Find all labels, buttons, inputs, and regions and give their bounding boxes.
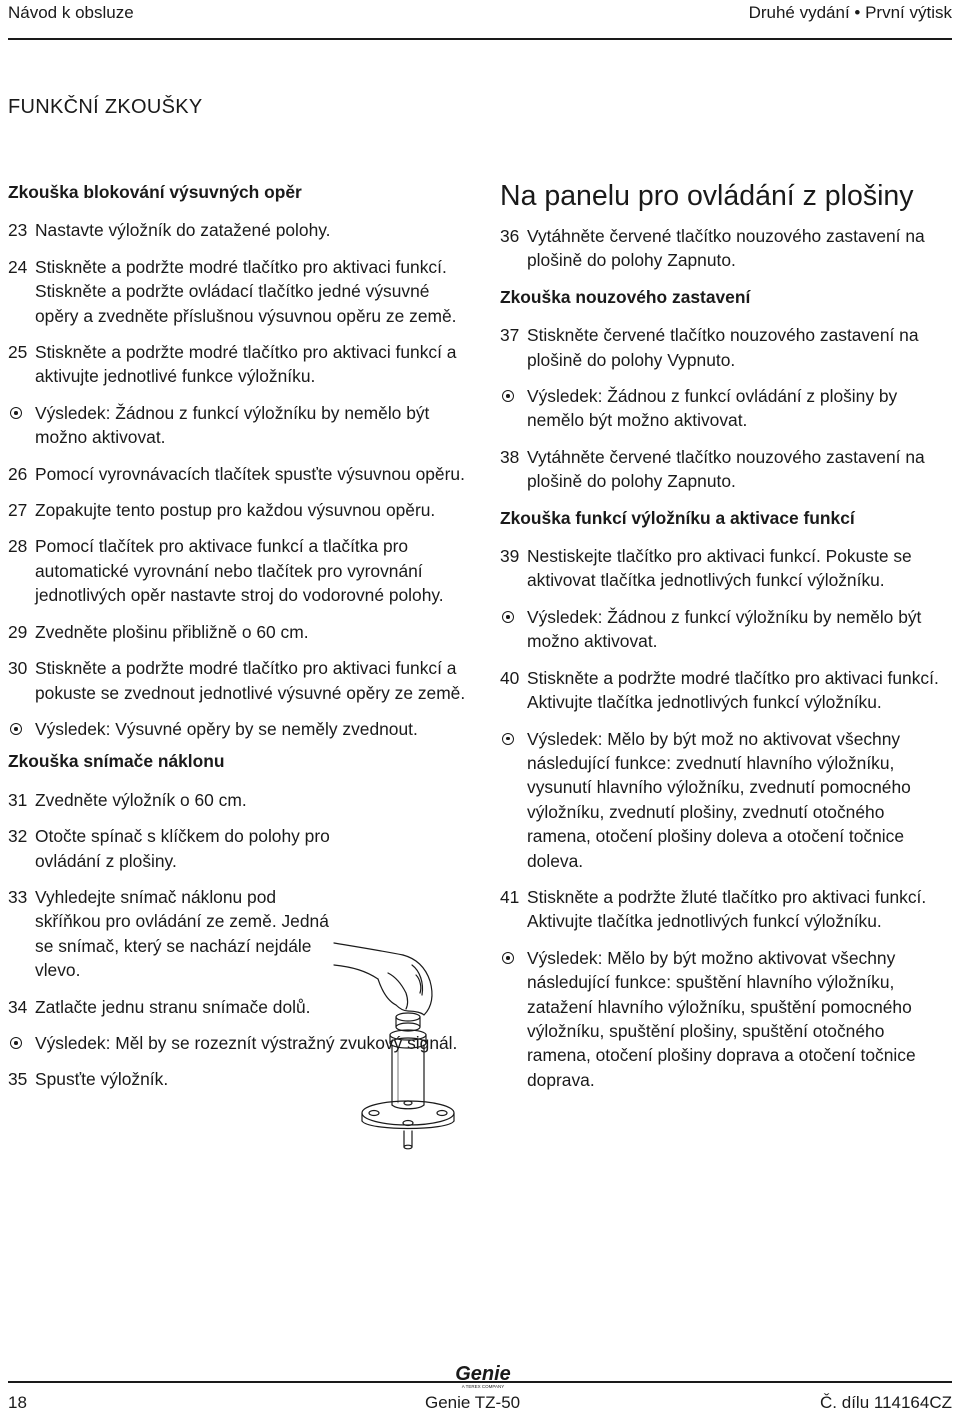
step-text: Vyhledejte snímač náklonu pod skříňkou pro ovládání ze země. Jedná se snímač, který se nachází nejdále vlevo. bbox=[35, 886, 329, 981]
result-icon bbox=[502, 733, 514, 745]
step-32 bbox=[8, 824, 335, 873]
result-text: Výsledek: Žádnou z funkcí výložníku by nemělo být možno aktivovat. bbox=[527, 606, 922, 652]
result-41 bbox=[500, 946, 952, 1092]
result-37 bbox=[500, 384, 952, 433]
header-edition: Druhé vydání • První výtisk bbox=[748, 3, 952, 22]
step-text: Spusťte výložník. bbox=[35, 1069, 169, 1090]
header-manual-title: Návod k obsluze bbox=[8, 3, 134, 22]
step-36 bbox=[500, 224, 952, 273]
heading-emergency-stop-test: Zkouška nouzového zastavení bbox=[500, 286, 751, 307]
footer-model: Genie TZ-50 bbox=[425, 1393, 521, 1412]
step-30 bbox=[8, 656, 468, 705]
step-31 bbox=[8, 788, 335, 812]
step-40 bbox=[500, 666, 952, 715]
step-26 bbox=[8, 462, 468, 486]
page-number: 18 bbox=[8, 1393, 27, 1412]
step-text: Stiskněte a podržte modré tlačítko pro aktivaci funkcí a aktivujte jednotlivé funkce výložníku. bbox=[35, 342, 457, 387]
step-39 bbox=[500, 544, 952, 593]
section-title: FUNKČNÍ ZKOUŠKY bbox=[8, 96, 203, 118]
heading-outrigger-interlock: Zkouška blokování výsuvných opěr bbox=[8, 182, 302, 202]
step-33 bbox=[8, 885, 335, 983]
heading-boom-function-test: Zkouška funkcí výložníku a aktivace funkcí bbox=[500, 507, 855, 528]
step-29 bbox=[8, 620, 468, 644]
step-text: Vytáhněte červené tlačítko nouzového zastavení na plošině do polohy Zapnuto. bbox=[527, 226, 925, 271]
step-text: Stiskněte a podržte žluté tlačítko pro aktivaci funkcí. Aktivujte tlačítka jednotlivých funkcí výložníku. bbox=[527, 886, 927, 932]
result-text: Výsledek: Výsuvné opěry by se neměly zvednout. bbox=[35, 718, 418, 739]
step-24 bbox=[8, 255, 468, 328]
step-23 bbox=[8, 218, 468, 242]
result-text: Výsledek: Měl by se rozeznít výstražný zvukový signál. bbox=[35, 1032, 458, 1053]
genie-logo bbox=[446, 1361, 520, 1391]
step-number: 26 bbox=[8, 463, 28, 484]
step-number: 40 bbox=[500, 667, 520, 688]
step-number: 32 bbox=[8, 826, 28, 847]
step-text: Zatlačte jednu stranu snímače dolů. bbox=[35, 996, 311, 1017]
right-column bbox=[500, 180, 952, 1104]
result-text: Výsledek: Žádnou z funkcí výložníku by nemělo být možno aktivovat. bbox=[35, 402, 430, 448]
step-text: Nestiskejte tlačítko pro aktivaci funkcí. Pokuste se aktivovat tlačítka jednotlivých funkcí výložníku. bbox=[527, 546, 912, 591]
step-number: 34 bbox=[8, 996, 28, 1017]
step-28 bbox=[8, 534, 468, 607]
result-text: Výsledek: Mělo by být mož no aktivovat všechny následující funkce: zvednutí hlavního výložníku, vysunutí hlavního výložníku, zvednutí pomocného výložníku, zvednutí plošiny, zvednutí otočného ramena, otočení plošiny doleva a otočení točnice doleva. bbox=[527, 728, 911, 871]
result-icon bbox=[10, 723, 22, 735]
step-number: 29 bbox=[8, 621, 28, 642]
result-icon bbox=[502, 611, 514, 623]
step-text: Pomocí tlačítek pro aktivace funkcí a tlačítka pro automatické vyrovnání nebo tlačítek pro vyrovnání jednotlivých opěr nastavte stroj do vodorovné polohy. bbox=[35, 536, 444, 606]
step-number: 37 bbox=[500, 325, 520, 346]
step-number: 31 bbox=[8, 789, 28, 810]
header-rule bbox=[8, 38, 952, 40]
logo-wordmark: Genie bbox=[455, 1363, 511, 1385]
step-38 bbox=[500, 445, 952, 494]
step-37 bbox=[500, 323, 952, 372]
step-number: 38 bbox=[500, 446, 520, 467]
result-25 bbox=[8, 401, 468, 450]
step-number: 41 bbox=[500, 886, 520, 907]
step-text: Zvedněte výložník o 60 cm. bbox=[35, 789, 247, 810]
step-25 bbox=[8, 340, 468, 389]
step-text: Stiskněte a podržte modré tlačítko pro aktivaci funkcí a pokuste se zvednout jednotlivé výsuvné opěry ze země. bbox=[35, 658, 466, 703]
step-text: Otočte spínač s klíčkem do polohy pro ovládání z plošiny. bbox=[35, 826, 330, 871]
result-text: Výsledek: Mělo by být možno aktivovat všechny následující funkce: spuštění hlavního výložníku, zatažení hlavního výložníku, spuštění pomocného výložníku, spuštění plošiny, spuštění otočného ramena, otočení plošiny doprava a otočení točnice doprava. bbox=[527, 947, 916, 1090]
heading-platform-controls: Na panelu pro ovládání z plošiny bbox=[500, 180, 914, 212]
footer-part-number: Č. dílu 114164CZ bbox=[820, 1393, 952, 1412]
step-number: 24 bbox=[8, 256, 28, 277]
step-text: Stiskněte červené tlačítko nouzového zastavení na plošině do polohy Vypnuto. bbox=[527, 325, 919, 370]
result-icon bbox=[10, 407, 22, 419]
step-number: 28 bbox=[8, 536, 28, 557]
step-number: 36 bbox=[500, 226, 520, 246]
step-number: 39 bbox=[500, 546, 520, 567]
step-text: Pomocí vyrovnávacích tlačítek spusťte výsuvnou opěru. bbox=[35, 463, 465, 484]
step-text: Nastavte výložník do zatažené polohy. bbox=[35, 220, 331, 241]
step-27 bbox=[8, 498, 468, 522]
step-text: Vytáhněte červené tlačítko nouzového zastavení na plošině do polohy Zapnuto. bbox=[527, 446, 925, 492]
logo-tagline: A TEREX COMPANY bbox=[461, 1384, 505, 1389]
step-text: Stiskněte a podržte modré tlačítko pro aktivaci funkcí. Aktivujte tlačítka jednotlivých funkcí výložníku. bbox=[527, 667, 939, 713]
step-number: 30 bbox=[8, 658, 28, 679]
tilt-sensor-illustration bbox=[328, 935, 478, 1160]
step-number: 27 bbox=[8, 500, 28, 521]
step-text: Zopakujte tento postup pro každou výsuvnou opěru. bbox=[35, 500, 436, 521]
step-number: 33 bbox=[8, 886, 28, 907]
heading-tilt-sensor: Zkouška snímače náklonu bbox=[8, 751, 225, 772]
step-number: 35 bbox=[8, 1069, 28, 1090]
result-icon bbox=[502, 390, 514, 402]
step-text: Stiskněte a podržte modré tlačítko pro aktivaci funkcí. Stiskněte a podržte ovládací tlačítko jedné výsuvné opěry a zvedněte příslušnou výsuvnou opěru ze země. bbox=[35, 256, 457, 326]
step-number: 23 bbox=[8, 220, 28, 241]
result-icon bbox=[502, 952, 514, 964]
step-41 bbox=[500, 885, 952, 934]
result-text: Výsledek: Žádnou z funkcí ovládání z plošiny by nemělo být možno aktivovat. bbox=[527, 386, 898, 431]
result-icon bbox=[10, 1037, 22, 1049]
result-40 bbox=[500, 727, 952, 873]
step-text: Zvedněte plošinu přibližně o 60 cm. bbox=[35, 621, 309, 642]
result-39 bbox=[500, 605, 952, 654]
step-number: 25 bbox=[8, 342, 28, 363]
result-30 bbox=[8, 717, 468, 741]
footer-rule bbox=[8, 1381, 952, 1383]
step-34 bbox=[8, 995, 335, 1019]
